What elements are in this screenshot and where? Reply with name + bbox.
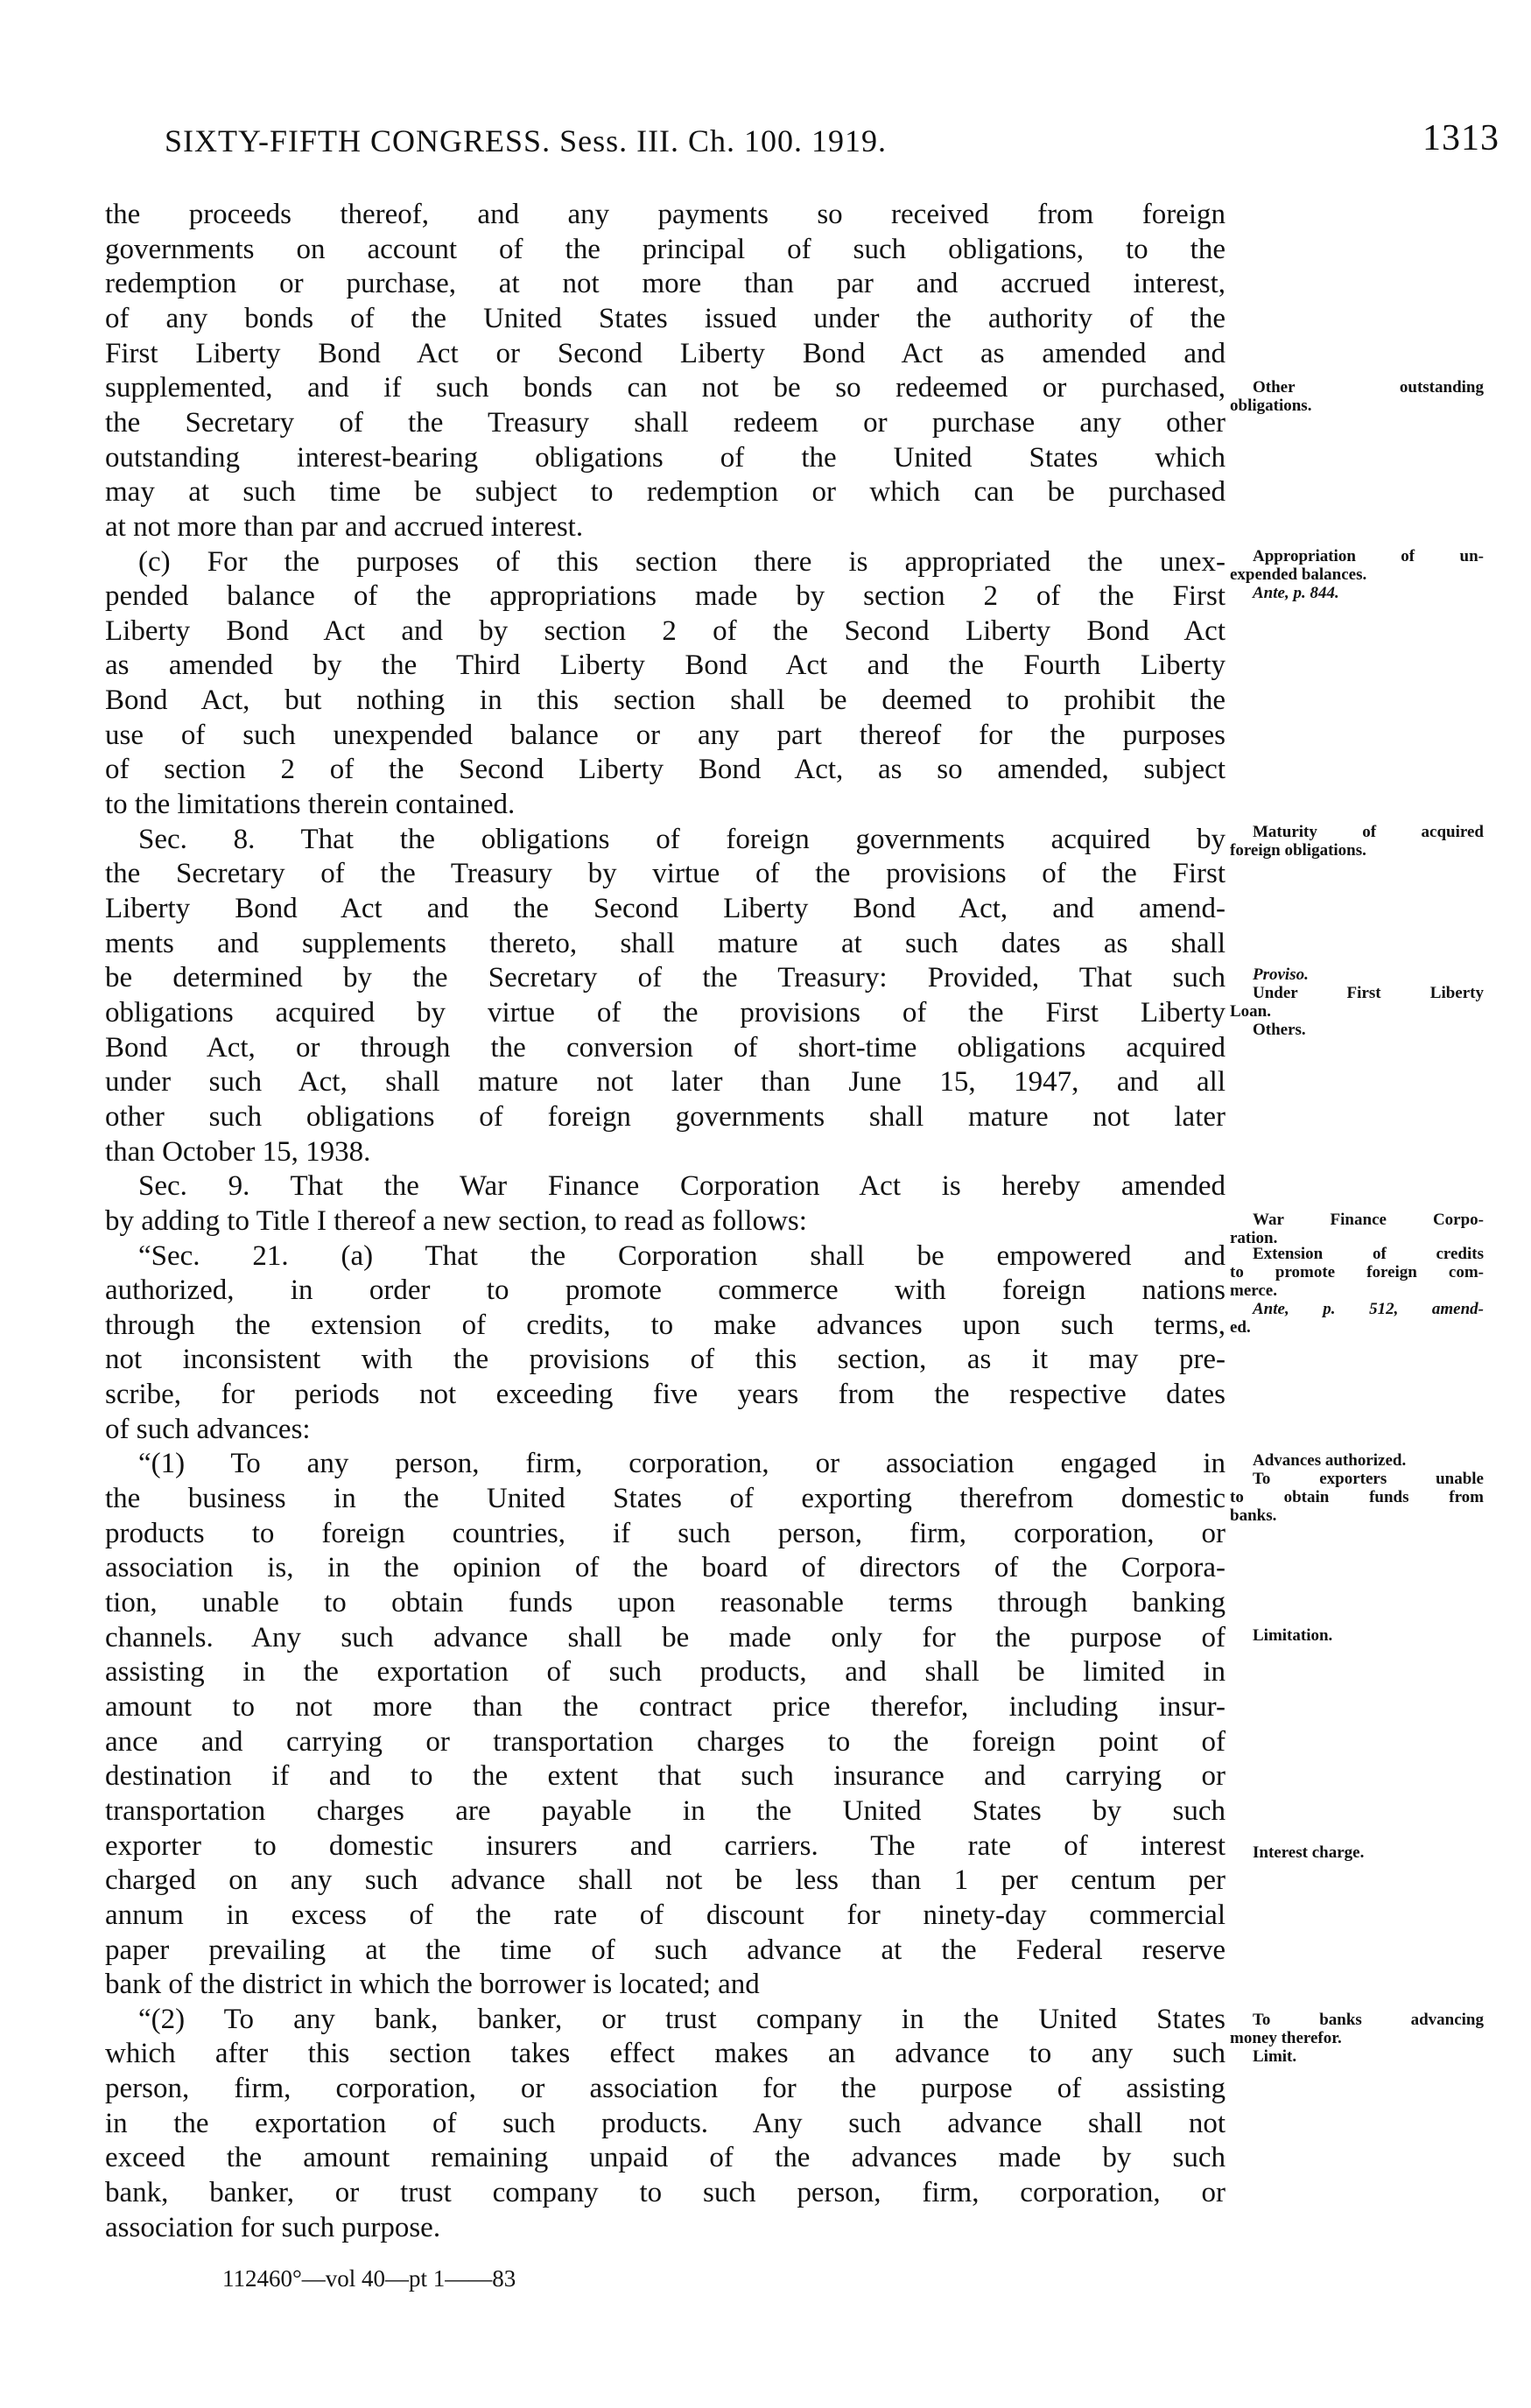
margin-note: [1230, 823, 1484, 860]
margin-note-line: To exporters unable: [1253, 1470, 1484, 1488]
body-line: redemption or purchase, at not more than par and accrued interest,: [105, 268, 1226, 300]
body-line: “Sec. 21. (a) That the Corporation shall be empowered and: [138, 1239, 1226, 1272]
body-line: channels. Any such advance shall be made only for the purpose of: [105, 1621, 1226, 1653]
margin-note: [1230, 1626, 1484, 1645]
body-line: than October 15, 1938.: [105, 1135, 371, 1168]
body-line: at not more than par and accrued interest.: [105, 510, 584, 543]
body-line: by adding to Title I thereof a new section, to read as follows:: [105, 1204, 807, 1237]
margin-note-line: money therefor.: [1230, 2029, 1342, 2047]
body-line: obligations acquired by virtue of the provisions of the First Liberty: [105, 996, 1226, 1028]
body-line: pended balance of the appropriations made by section 2 of the First: [105, 580, 1226, 613]
body-line: through the extension of credits, to make advances upon such terms,: [105, 1309, 1226, 1341]
margin-note-line: merce.: [1230, 1281, 1277, 1300]
body-line: as amended by the Third Liberty Bond Act and the Fourth Liberty: [105, 649, 1226, 682]
body-line: Bond Act, but nothing in this section shall be deemed to prohibit the: [105, 684, 1226, 717]
body-line: in the exportation of such products. Any such advance shall not: [105, 2107, 1226, 2139]
body-line: charged on any such advance shall not be less than 1 per centum per: [105, 1864, 1226, 1897]
margin-note-line: foreign obligations.: [1230, 841, 1366, 860]
body-line: Sec. 8. That the obligations of foreign governments acquired by: [138, 823, 1226, 855]
body-line: destination if and to the extent that such insurance and carrying or: [105, 1760, 1226, 1793]
margin-note-line: Interest charge.: [1253, 1843, 1365, 1862]
body-line: use of such unexpended balance or any part thereof for the purposes: [105, 719, 1226, 751]
body-line: amount to not more than the contract price therefor, including insur-: [105, 1690, 1226, 1723]
body-line: association for such purpose.: [105, 2211, 441, 2243]
margin-note: [1230, 1245, 1484, 1337]
margin-note-line: Others.: [1253, 1021, 1306, 1039]
body-line: scribe, for periods not exceeding five years from the respective dates: [105, 1379, 1226, 1411]
body-line: bank, banker, or trust company to such person, firm, corporation, or: [105, 2177, 1226, 2209]
margin-note-line: Maturity of acquired: [1253, 823, 1484, 841]
body-line: transportation charges are payable in the United States by such: [105, 1794, 1226, 1827]
margin-note-line: Advances authorized.: [1253, 1451, 1407, 1470]
margin-note-line: Limitation.: [1253, 1626, 1333, 1645]
body-line: exporter to domestic insurers and carriers. The rate of interest: [105, 1829, 1226, 1862]
body-line: products to foreign countries, if such person, firm, corporation, or: [105, 1517, 1226, 1549]
body-line: “(1) To any person, firm, corporation, or association engaged in: [138, 1448, 1226, 1480]
running-header: SIXTY-FIFTH CONGRESS. Sess. III. Ch. 100. 1919.: [165, 123, 888, 158]
body-line: the Secretary of the Treasury by virtue of the provisions of the First: [105, 858, 1226, 890]
body-line: under such Act, shall mature not later than June 15, 1947, and all: [105, 1066, 1226, 1099]
body-line: paper prevailing at the time of such advance at the Federal reserve: [105, 1934, 1226, 1966]
body-line: of section 2 of the Second Liberty Bond Act, as so amended, subject: [105, 754, 1226, 786]
body-line: ance and carrying or transportation charges to the foreign point of: [105, 1725, 1226, 1758]
body-line: Sec. 9. That the War Finance Corporation Act is hereby amended: [138, 1170, 1226, 1203]
margin-note: [1230, 378, 1484, 415]
margin-note-line: ed.: [1230, 1318, 1251, 1337]
body-line: “(2) To any bank, banker, or trust company in the United States: [138, 2003, 1226, 2035]
body-line: bank of the district in which the borrower is located; and: [105, 1969, 760, 2001]
body-line: (c) For the purposes of this section there is appropriated the unex-: [138, 545, 1226, 578]
margin-note-line: Other outstanding: [1253, 378, 1484, 397]
body-line: the Secretary of the Treasury shall redeem or purchase any other: [105, 406, 1226, 439]
margin-note-line: ration.: [1230, 1229, 1278, 1247]
margin-note-line: Limit.: [1253, 2047, 1297, 2066]
margin-note: [1230, 1451, 1484, 1525]
margin-note-line: to promote foreign com-: [1230, 1263, 1484, 1281]
body-line: of such advances:: [105, 1413, 311, 1445]
body-line: authorized, in order to promote commerce with foreign nations: [105, 1274, 1226, 1307]
margin-note-line: Loan.: [1230, 1002, 1271, 1021]
margin-note: [1230, 1843, 1484, 1862]
margin-note-line: Proviso.: [1253, 965, 1309, 984]
body-line: association is, in the opinion of the board of directors of the Corpora-: [105, 1552, 1226, 1584]
body-line: person, firm, corporation, or association for the purpose of assisting: [105, 2073, 1226, 2105]
body-line: which after this section takes effect makes an advance to any such: [105, 2038, 1226, 2070]
margin-note-line: Extension of credits: [1253, 1245, 1484, 1263]
margin-note: [1230, 965, 1484, 1039]
margin-note-line: banks.: [1230, 1506, 1277, 1525]
margin-note-line: Ante, p. 512, amend-: [1253, 1300, 1484, 1318]
margin-note-line: to obtain funds from: [1230, 1488, 1484, 1506]
printer-signature: 112460°—vol 40—pt 1——83: [222, 2265, 516, 2292]
body-line: governments on account of the principal of such obligations, to the: [105, 233, 1226, 265]
margin-note-line: obligations.: [1230, 397, 1312, 415]
body-line: of any bonds of the United States issued under the authority of the: [105, 302, 1226, 334]
margin-note-line: Ante, p. 844.: [1253, 584, 1339, 602]
body-line: other such obligations of foreign governments shall mature not later: [105, 1100, 1226, 1133]
body-line: to the limitations therein contained.: [105, 789, 516, 821]
body-line: ments and supplements thereto, shall mature at such dates as shall: [105, 927, 1226, 959]
body-line: exceed the amount remaining unpaid of the advances made by such: [105, 2142, 1226, 2174]
body-line: the proceeds thereof, and any payments so received from foreign: [105, 199, 1226, 230]
body-line: Bond Act, or through the conversion of short-time obligations acquired: [105, 1031, 1226, 1064]
body-line: First Liberty Bond Act or Second Liberty Bond Act as amended and: [105, 337, 1226, 369]
body-line: supplemented, and if such bonds can not be so redeemed or purchased,: [105, 372, 1226, 404]
body-line: assisting in the exportation of such products, and shall be limited in: [105, 1656, 1226, 1688]
body-line: outstanding interest-bearing obligations of the United States which: [105, 441, 1226, 474]
body-line: tion, unable to obtain funds upon reasonable terms through banking: [105, 1587, 1226, 1618]
body-line: Liberty Bond Act and the Second Liberty Bond Act, and amend-: [105, 893, 1226, 924]
margin-note: [1230, 1211, 1484, 1247]
margin-note-line: Under First Liberty: [1253, 984, 1484, 1002]
margin-note: [1230, 547, 1484, 602]
page-number: 1313: [1422, 118, 1499, 158]
margin-note-line: Appropriation of un-: [1253, 547, 1484, 565]
body-line: be determined by the Secretary of the Treasury: Provided, That such: [105, 962, 1226, 994]
body-line: not inconsistent with the provisions of this section, as it may pre-: [105, 1344, 1226, 1376]
margin-note-line: War Finance Corpo-: [1253, 1211, 1484, 1229]
body-line: may at such time be subject to redemption or which can be purchased: [105, 476, 1226, 509]
margin-note: [1230, 2011, 1484, 2066]
body-line: annum in excess of the rate of discount for ninety-day commercial: [105, 1899, 1226, 1931]
body-line: Liberty Bond Act and by section 2 of the Second Liberty Bond Act: [105, 614, 1226, 647]
body-line: the business in the United States of exporting therefrom domestic: [105, 1483, 1226, 1515]
margin-note-line: expended balances.: [1230, 565, 1367, 584]
margin-note-line: To banks advancing: [1253, 2011, 1484, 2029]
